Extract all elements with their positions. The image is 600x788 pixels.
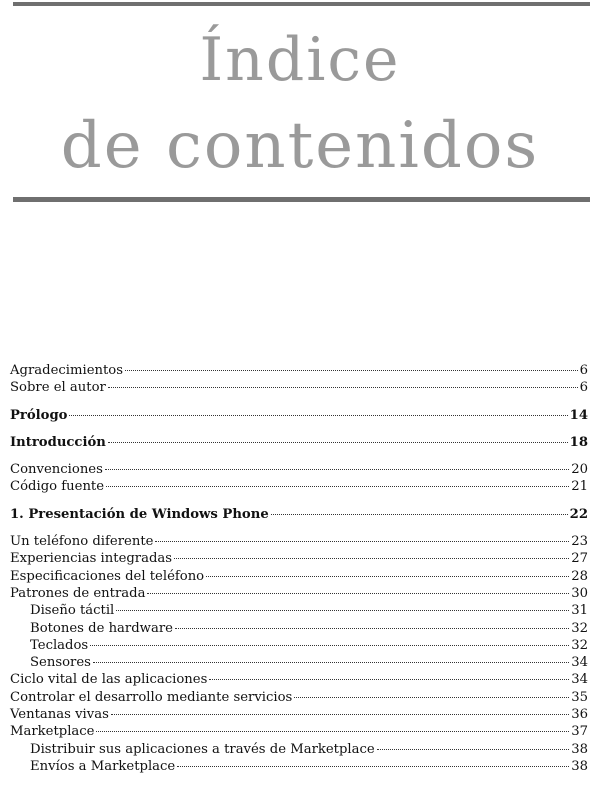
bottom-rule: [13, 197, 590, 202]
toc-entry: [10, 741, 588, 758]
dot-leader: [108, 387, 578, 388]
dot-leader: [116, 610, 569, 611]
page-title-line-1: Índice: [199, 25, 401, 95]
top-rule: [13, 2, 590, 6]
dot-leader: [209, 679, 569, 680]
dot-leader: [177, 766, 569, 767]
toc-entry-page: 18: [569, 434, 588, 450]
toc-entry: [10, 434, 588, 451]
toc-entry-page: 34: [571, 655, 588, 671]
toc-entry-label: Agradecimientos: [10, 363, 124, 378]
toc-entry: [10, 706, 588, 723]
toc-entry-page: 23: [571, 534, 588, 550]
page-title-line-2: de contenidos: [60, 109, 540, 183]
toc-entry-label: Ciclo vital de las aplicaciones: [10, 672, 208, 688]
dot-leader: [147, 593, 569, 594]
dot-leader: [377, 749, 570, 750]
dot-leader: [106, 486, 569, 487]
toc-entry-label: Experiencias integradas: [10, 551, 173, 567]
toc-entry-label: Convenciones: [10, 462, 103, 478]
toc-entry: [10, 723, 588, 740]
toc-entry-page: 38: [571, 758, 588, 774]
dot-leader: [125, 370, 578, 371]
toc-entry-page: 28: [571, 568, 588, 584]
dot-leader: [96, 731, 569, 732]
toc-entry-label: Prólogo: [10, 407, 68, 423]
toc-entry-page: 30: [571, 585, 588, 601]
toc-entry: [10, 671, 588, 688]
dot-leader: [105, 469, 569, 470]
toc-entry: [10, 654, 588, 671]
toc-entry: [10, 362, 588, 379]
toc-entry-page: 38: [571, 741, 588, 757]
toc-entry-page: 37: [571, 724, 588, 740]
toc-entry-label: Controlar el desarrollo mediante servicios: [10, 689, 293, 705]
toc-entry-page: 6: [579, 380, 588, 396]
toc-entry-page: 34: [571, 672, 588, 688]
toc-entry: [10, 506, 588, 523]
toc-entry-label: Diseño táctil: [30, 603, 115, 619]
toc-entry: [10, 407, 588, 424]
dot-leader: [174, 558, 569, 559]
toc-entry: [10, 550, 588, 567]
dot-leader: [69, 415, 567, 416]
toc-entry-label: Un teléfono diferente: [10, 534, 154, 550]
dot-leader: [175, 628, 569, 629]
toc-entry-label: Envíos a Marketplace: [30, 758, 176, 774]
toc-entry-label: Teclados: [30, 637, 89, 653]
dot-leader: [93, 662, 569, 663]
toc-entry: [10, 461, 588, 478]
dot-leader: [155, 541, 569, 542]
toc-entry: [10, 758, 588, 775]
toc-entry: [10, 585, 588, 602]
toc-entry-label: Marketplace: [10, 724, 95, 740]
dot-leader: [108, 442, 568, 443]
toc-entry-page: 21: [571, 479, 588, 495]
table-of-contents: [10, 362, 588, 775]
toc-entry: [10, 602, 588, 619]
toc-entry: [10, 379, 588, 396]
toc-entry-label: Botones de hardware: [30, 620, 173, 636]
toc-entry: [10, 620, 588, 637]
toc-entry-label: Patrones de entrada: [10, 585, 146, 601]
toc-entry-page: 32: [571, 620, 588, 636]
toc-entry: [10, 689, 588, 706]
toc-entry: [10, 478, 588, 495]
toc-entry-page: 14: [569, 407, 588, 423]
dot-leader: [111, 714, 569, 715]
toc-entry-page: 35: [571, 689, 588, 705]
toc-entry-label: Especificaciones del teléfono: [10, 568, 205, 584]
toc-entry-label: 1. Presentación de Windows Phone: [10, 506, 269, 522]
toc-entry-page: 27: [571, 551, 588, 567]
toc-entry: [10, 533, 588, 550]
toc-entry-label: Código fuente: [10, 479, 105, 495]
toc-entry: [10, 637, 588, 654]
toc-entry-label: Sensores: [30, 655, 91, 671]
toc-entry-page: 6: [579, 363, 588, 378]
toc-entry-label: Distribuir sus aplicaciones a través de Marketplace: [30, 741, 375, 757]
toc-entry: [10, 568, 588, 585]
dot-leader: [206, 576, 569, 577]
toc-entry-page: 32: [571, 637, 588, 653]
toc-entry-label: Sobre el autor: [10, 380, 106, 396]
toc-entry-page: 31: [571, 603, 588, 619]
toc-entry-page: 36: [571, 707, 588, 723]
toc-entry-page: 20: [571, 462, 588, 478]
dot-leader: [271, 514, 568, 515]
toc-entry-label: Ventanas vivas: [10, 707, 109, 723]
dot-leader: [90, 645, 569, 646]
toc-entry-label: Introducción: [10, 434, 106, 450]
toc-entry-page: 22: [569, 506, 588, 522]
dot-leader: [294, 697, 569, 698]
